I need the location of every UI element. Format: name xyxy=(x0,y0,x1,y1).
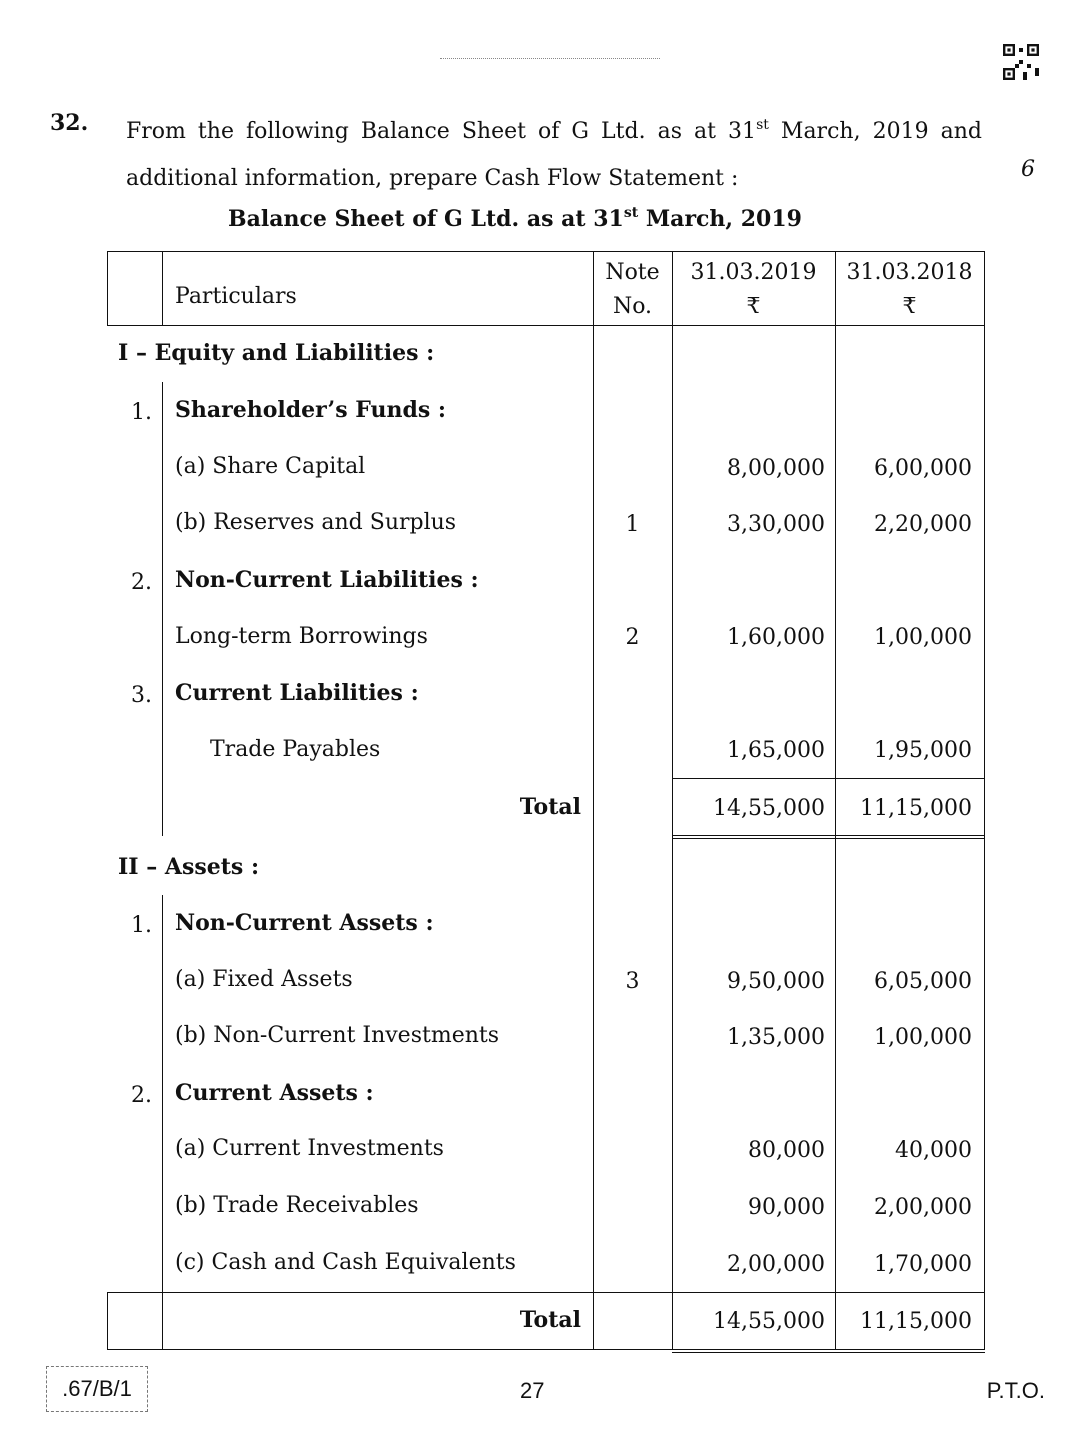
group-heading: Shareholder’s Funds : xyxy=(175,397,447,423)
total-2019: 14,55,000 xyxy=(713,796,825,821)
value-2018: 2,20,000 xyxy=(874,512,972,537)
value-2018: 1,00,000 xyxy=(874,625,972,650)
row-label: Trade Payables xyxy=(210,737,381,762)
note-number: 3 xyxy=(625,969,640,994)
question-number: 32. xyxy=(50,110,89,136)
header-2018: 31.03.2018 xyxy=(846,260,973,285)
header-2018-currency: ₹ xyxy=(902,294,917,319)
value-2018: 40,000 xyxy=(895,1138,972,1163)
value-2018: 1,70,000 xyxy=(874,1252,972,1277)
group-heading: Non-Current Assets : xyxy=(175,910,434,936)
row-label: (a) Current Investments xyxy=(175,1136,444,1161)
group-heading: Current Assets : xyxy=(175,1080,374,1106)
value-2018: 6,00,000 xyxy=(874,456,972,481)
section-heading: II – Assets : xyxy=(118,854,260,880)
note-number: 1 xyxy=(625,512,640,537)
row-label: (b) Non-Current Investments xyxy=(175,1023,500,1048)
header-2019: 31.03.2019 xyxy=(690,260,817,285)
group-heading: Non-Current Liabilities : xyxy=(175,567,479,593)
value-2019: 1,65,000 xyxy=(727,738,825,763)
section-heading: I – Equity and Liabilities : xyxy=(118,340,435,366)
question-marks: 6 xyxy=(1021,157,1035,182)
row-number: 2. xyxy=(131,570,152,595)
value-2018: 1,95,000 xyxy=(874,738,972,763)
row-label: (b) Reserves and Surplus xyxy=(175,510,457,535)
paper-code: .67/B/1 xyxy=(46,1366,148,1412)
row-number: 1. xyxy=(131,400,152,425)
header-particulars: Particulars xyxy=(175,284,297,309)
value-2019: 80,000 xyxy=(748,1138,825,1163)
total-label: Total xyxy=(519,1307,581,1333)
value-2019: 1,35,000 xyxy=(727,1025,825,1050)
value-2019: 2,00,000 xyxy=(727,1252,825,1277)
row-label: (a) Share Capital xyxy=(175,454,366,479)
value-2018: 1,00,000 xyxy=(874,1025,972,1050)
page-number: 27 xyxy=(520,1378,545,1403)
pto-label: P.T.O. xyxy=(986,1378,1045,1403)
header-note-line2: No. xyxy=(612,294,653,319)
value-2018: 6,05,000 xyxy=(874,969,972,994)
value-2019: 3,30,000 xyxy=(727,512,825,537)
row-label: (c) Cash and Cash Equivalents xyxy=(175,1250,516,1275)
value-2018: 2,00,000 xyxy=(874,1195,972,1220)
total-2019: 14,55,000 xyxy=(713,1309,825,1334)
header-2019-currency: ₹ xyxy=(746,294,761,319)
total-2018: 11,15,000 xyxy=(860,796,972,821)
row-number: 2. xyxy=(131,1083,152,1108)
question-text: From the following Balance Sheet of G Ltd. as at 31st March, 2019 and additional information, prepare Cash Flow Statement : xyxy=(126,117,982,191)
balance-sheet-title: Balance Sheet of G Ltd. as at 31st March, 2019 xyxy=(228,205,802,232)
value-2019: 8,00,000 xyxy=(727,456,825,481)
row-label: Long-term Borrowings xyxy=(175,624,428,649)
total-2018: 11,15,000 xyxy=(860,1309,972,1334)
row-label: (a) Fixed Assets xyxy=(175,967,353,992)
total-label: Total xyxy=(519,794,581,820)
value-2019: 90,000 xyxy=(748,1195,825,1220)
group-heading: Current Liabilities : xyxy=(175,680,419,706)
row-number: 1. xyxy=(131,913,152,938)
row-label: (b) Trade Receivables xyxy=(175,1193,419,1218)
note-number: 2 xyxy=(625,625,640,650)
value-2019: 9,50,000 xyxy=(727,969,825,994)
row-number: 3. xyxy=(131,683,152,708)
value-2019: 1,60,000 xyxy=(727,625,825,650)
header-note-line1: Note xyxy=(605,260,660,285)
